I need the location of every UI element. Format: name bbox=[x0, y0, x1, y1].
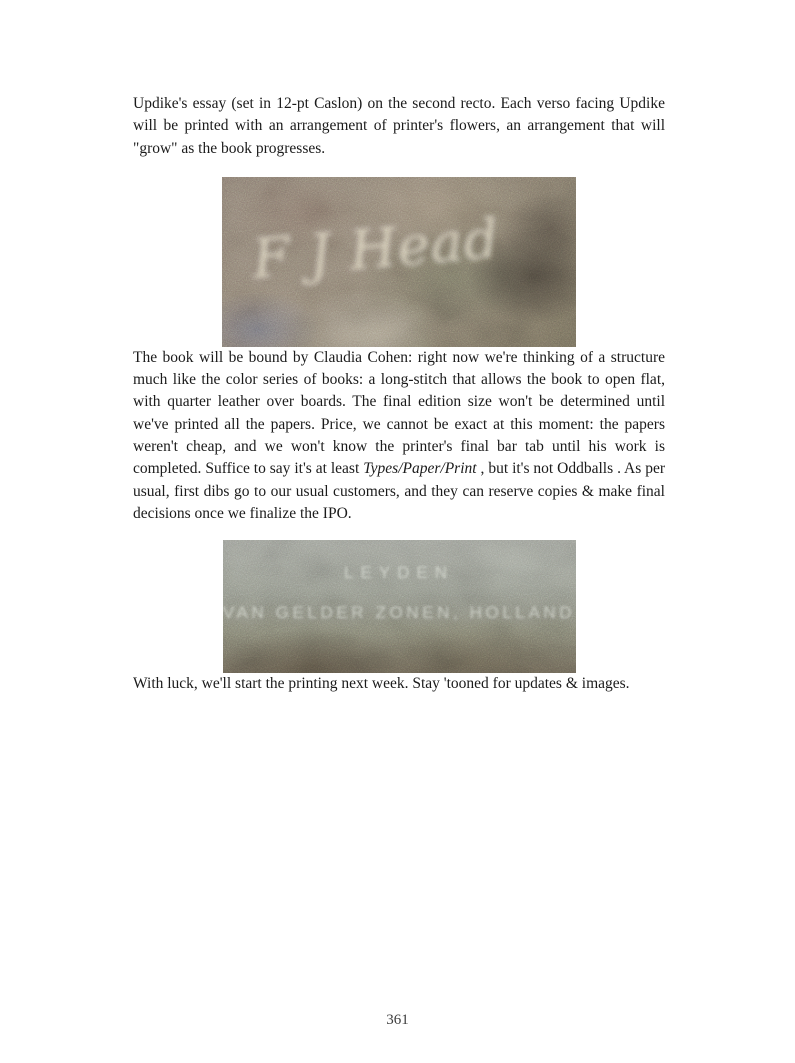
paragraph-text: With luck, we'll start the printing next week. Stay 'tooned for updates & images. bbox=[133, 675, 630, 693]
page-number: 361 bbox=[386, 1012, 409, 1028]
paragraph-text: Updike's essay (set in 12-pt Caslon) on the second recto. Each verso facing Updike will be printed with an arrangement of printer's flowers, an arrangement that will "grow" as the book progresses. bbox=[133, 95, 665, 157]
paragraph-text-after-italic: , but it's not Oddballs . As per usual, first dibs go to our usual customers, and they can reserve copies & make final decisions once we finalize the IPO. bbox=[133, 460, 665, 522]
paragraph-text-before-italic: The book will be bound by Claudia Cohen: right now we're thinking of a structure much like the color series of books: a long-stitch that allows the book to open flat, with quarter leather over boards. The final edition size won't be determined until we've printed all the papers. Price, we cannot be exact at this moment: the papers weren't cheap, and we won't know the printer's final bar tab until his work is completed. Suffice to say it's at least bbox=[133, 348, 665, 478]
paragraph-closing bbox=[133, 673, 665, 695]
leyden-watermark-line1: LEYDEN bbox=[343, 563, 455, 583]
grain-texture-layer bbox=[222, 177, 576, 347]
paragraph-binding-details bbox=[133, 347, 665, 525]
leyden-watermark-photo bbox=[223, 540, 576, 673]
figure-fj-head-watermark bbox=[133, 177, 665, 347]
paragraph-updike-essay bbox=[133, 93, 665, 160]
page-footer bbox=[0, 1012, 795, 1029]
leyden-watermark-line2: VAN GELDER ZONEN, HOLLAND bbox=[222, 603, 576, 623]
text-column bbox=[133, 0, 665, 696]
fj-head-watermark-script: F J Head bbox=[249, 206, 502, 291]
italic-title-types-paper-print: Types/Paper/Print bbox=[363, 460, 477, 478]
figure-leyden-watermark bbox=[133, 540, 665, 673]
grain-texture-layer bbox=[223, 540, 576, 673]
fj-head-watermark-photo bbox=[222, 177, 576, 347]
